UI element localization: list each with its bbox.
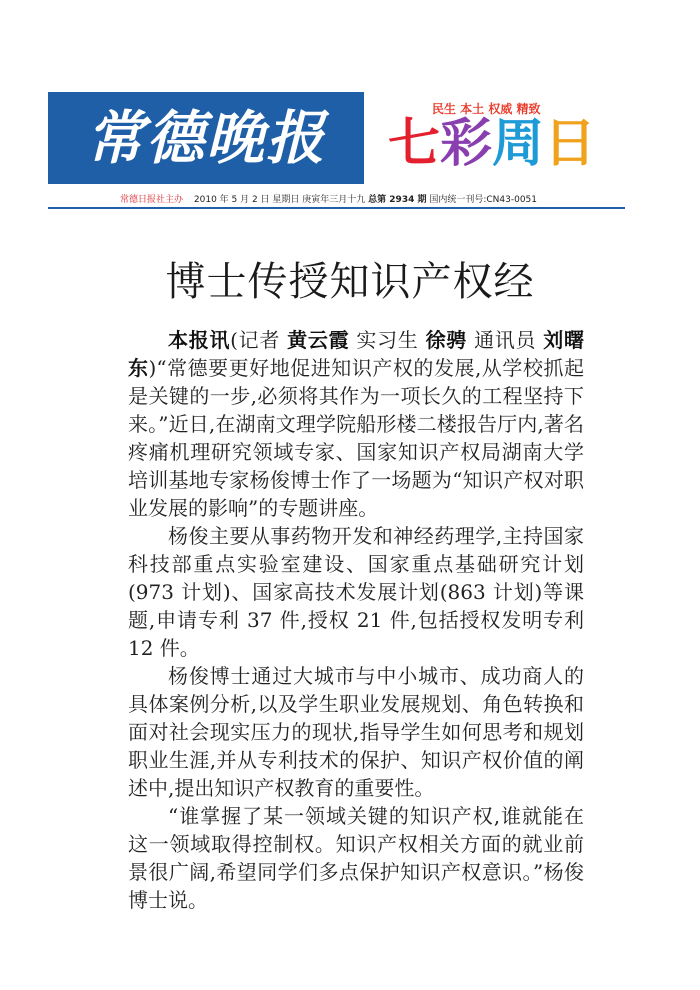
text-run: 实习生	[349, 328, 426, 352]
supplement-logo	[386, 100, 626, 186]
supplement-char: 彩	[440, 114, 493, 174]
correspondent-name: 刘曙东	[128, 328, 585, 380]
text-run: (记者	[230, 328, 288, 352]
issue-date: 2010 年 5 月 2 日 星期日 庚寅年三月十九	[193, 195, 366, 205]
supplement-title	[388, 114, 597, 174]
serial-number: 国内统一刊号:CN43-0051	[429, 195, 538, 205]
supplement-slogan: 民生 本土 权威 精致	[432, 102, 541, 116]
text-run: 通讯员	[467, 328, 544, 352]
dateline	[120, 192, 537, 205]
article-body	[128, 326, 584, 914]
text-run: )“常德要更好地促进知识产权的发展,从学校抓起是关键的一步,必须将其作为一项长久的工程坚持下来。”近日,在湖南文理学院船形楼二楼报告厅内,著名疼痛机理研究领域专家、国家知识产权局湖南大学培训基地专家杨俊博士作了一场题为“知识产权对职业发展的影响”的专题讲座。	[128, 356, 584, 520]
article-paragraph	[128, 326, 584, 522]
supplement-char: 七	[388, 114, 441, 174]
supplement-char: 日	[544, 114, 597, 174]
masthead-divider	[48, 207, 625, 209]
article-headline: 博士传授知识产权经	[165, 259, 535, 305]
reporter-name: 黄云霞	[287, 328, 350, 352]
newspaper-name: 常德晚报	[85, 104, 326, 172]
article-paragraph: “谁掌握了某一领域关键的知识产权,谁就能在这一领域取得控制权。知识产权相关方面的就业前景很广阔,希望同学们多点保护知识产权意识。”杨俊博士说。	[128, 804, 584, 912]
article-paragraph: 杨俊博士通过大城市与中小城市、成功商人的具体案例分析,以及学生职业发展规划、角色转换和面对社会现实压力的现状,指导学生如何思考和规划职业生涯,并从专利技术的保护、知识产权价值的阐述中,提出知识产权教育的重要性。	[128, 664, 584, 800]
intern-name: 徐骋	[425, 328, 468, 352]
issue-number: 总第 2934 期	[368, 195, 427, 205]
article-paragraph: 杨俊主要从事药物开发和神经药理学,主持国家科技部重点实验室建设、国家重点基础研究计划(973 计划)、国家高技术发展计划(863 计划)等课题,申请专利 37 件,授权 21 件,包括授权发明专利 12 件。	[128, 524, 584, 660]
newspaper-masthead	[48, 92, 364, 184]
news-lead: 本报讯	[168, 328, 231, 352]
sponsor: 常德日报社主办	[120, 195, 184, 205]
supplement-char: 周	[492, 114, 545, 174]
